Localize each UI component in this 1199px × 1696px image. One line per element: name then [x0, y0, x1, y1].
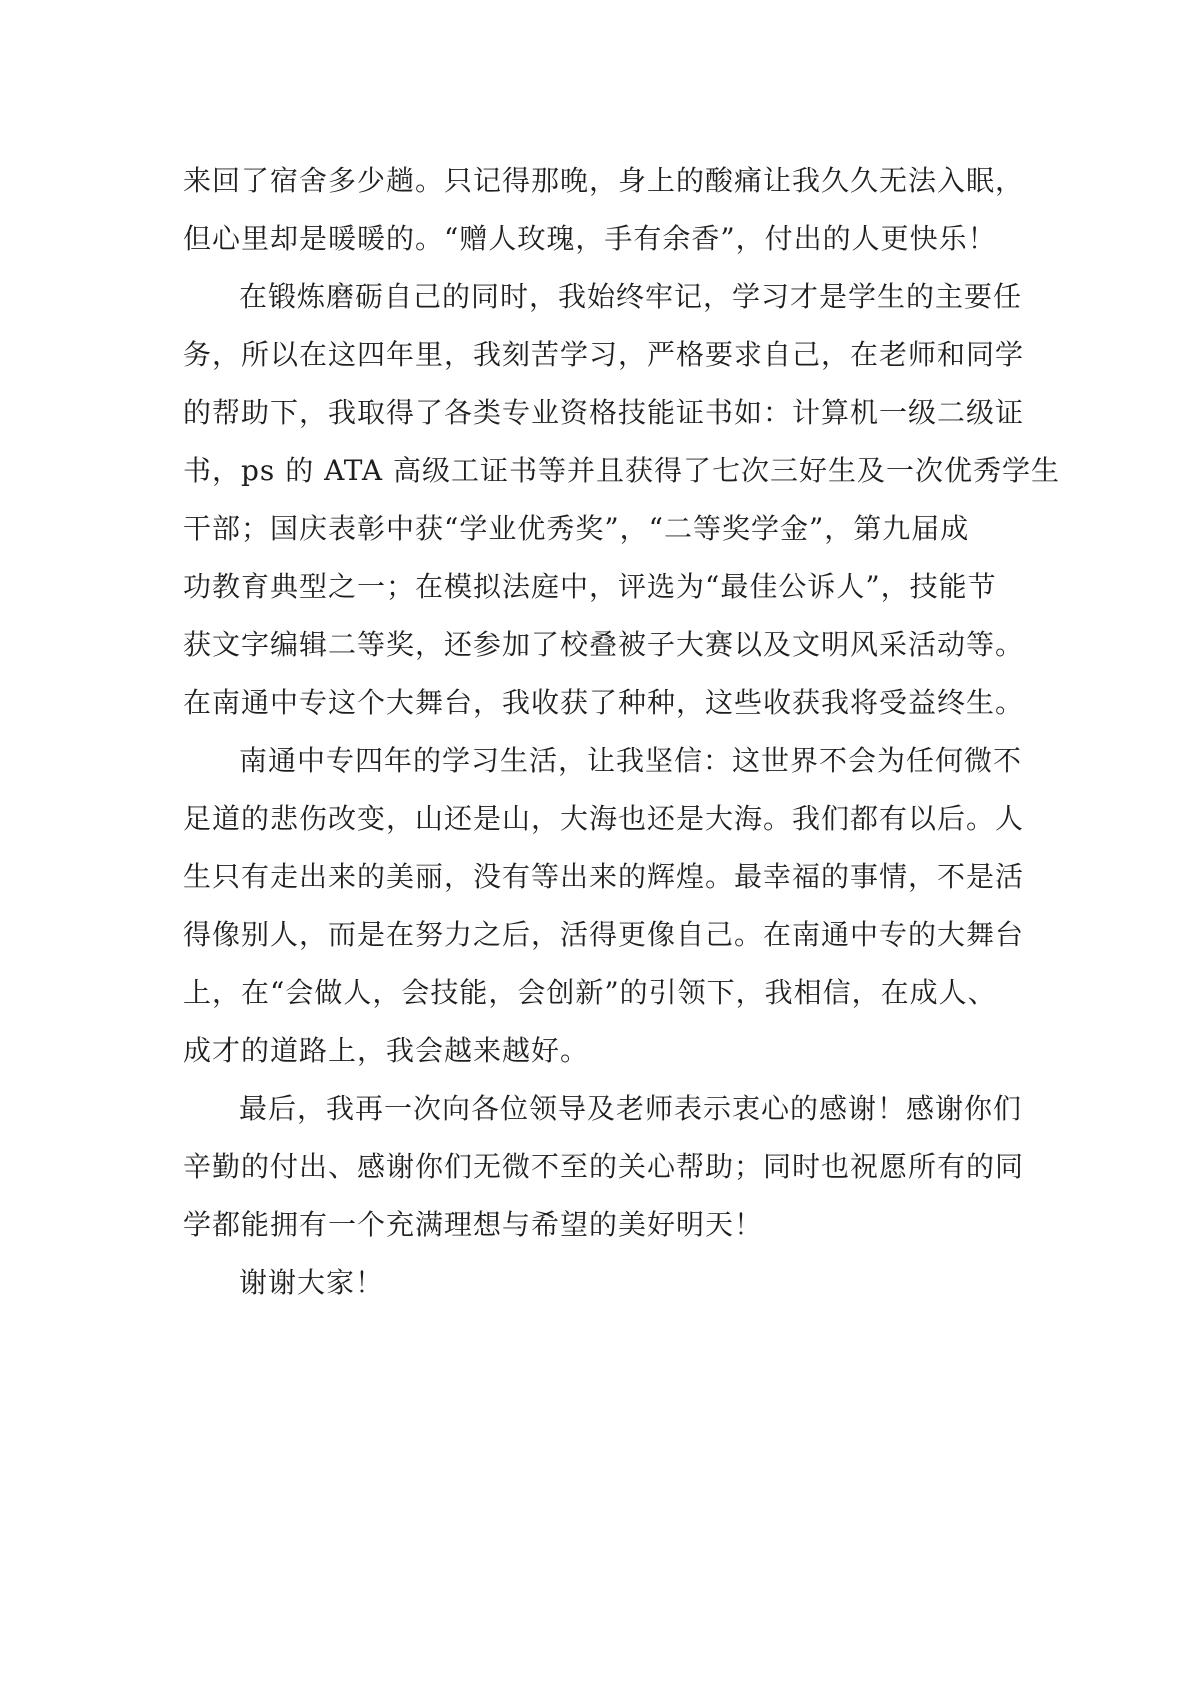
paragraph-start-line: 南通中专四年的学习生活，让我坚信：这世界不会为任何微不: [239, 744, 1023, 777]
text-line: 得像别人，而是在努力之后，活得更像自己。在南通中专的大舞台: [183, 918, 1025, 951]
text-line: 但心里却是暖暖的。“赠人玫瑰，手有余香”，付出的人更快乐！: [183, 222, 997, 255]
text-line: 辛勤的付出、感谢你们无微不至的关心帮助；同时也祝愿所有的同: [183, 1150, 1025, 1183]
document-body: [183, 152, 1061, 1312]
text-line: 足道的悲伤改变，山还是山，大海也还是大海。我们都有以后。人: [183, 802, 1025, 835]
text-line: 来回了宿舍多少趟。只记得那晚，身上的酸痛让我久久无法入眠，: [183, 164, 1025, 197]
text-line: 干部；国庆表彰中获“学业优秀奖”，“二等奖学金”，第九届成: [183, 512, 970, 545]
text-line: 生只有走出来的美丽，没有等出来的辉煌。最幸福的事情，不是活: [183, 860, 1025, 893]
paragraph-start-line: 最后，我再一次向各位领导及老师表示衷心的感谢！感谢你们: [239, 1092, 1023, 1125]
text-line: 务，所以在这四年里，我刻苦学习，严格要求自己，在老师和同学: [183, 338, 1025, 371]
text-line: 书，ps 的 ATA 高级工证书等并且获得了七次三好生及一次优秀学生: [183, 454, 1061, 487]
paragraph-start-line: 在锻炼磨砺自己的同时，我始终牢记，学习才是学生的主要任: [239, 280, 1023, 313]
text-line: 上，在“会做人，会技能，会创新”的引领下，我相信，在成人、: [183, 976, 997, 1009]
text-line: 功教育典型之一；在模拟法庭中，评选为“最佳公诉人”，技能节: [183, 570, 997, 603]
text-line: 成才的道路上，我会越来越好。: [183, 1034, 590, 1067]
text-line: 学都能拥有一个充满理想与希望的美好明天！: [183, 1208, 764, 1241]
text-line: 在南通中专这个大舞台，我收获了种种，这些收获我将受益终生。: [183, 686, 1025, 719]
text-line: 的帮助下，我取得了各类专业资格技能证书如：计算机一级二级证: [183, 396, 1025, 429]
closing-line: 谢谢大家！: [239, 1266, 385, 1299]
text-line: 获文字编辑二等奖，还参加了校叠被子大赛以及文明风采活动等。: [183, 628, 1025, 661]
